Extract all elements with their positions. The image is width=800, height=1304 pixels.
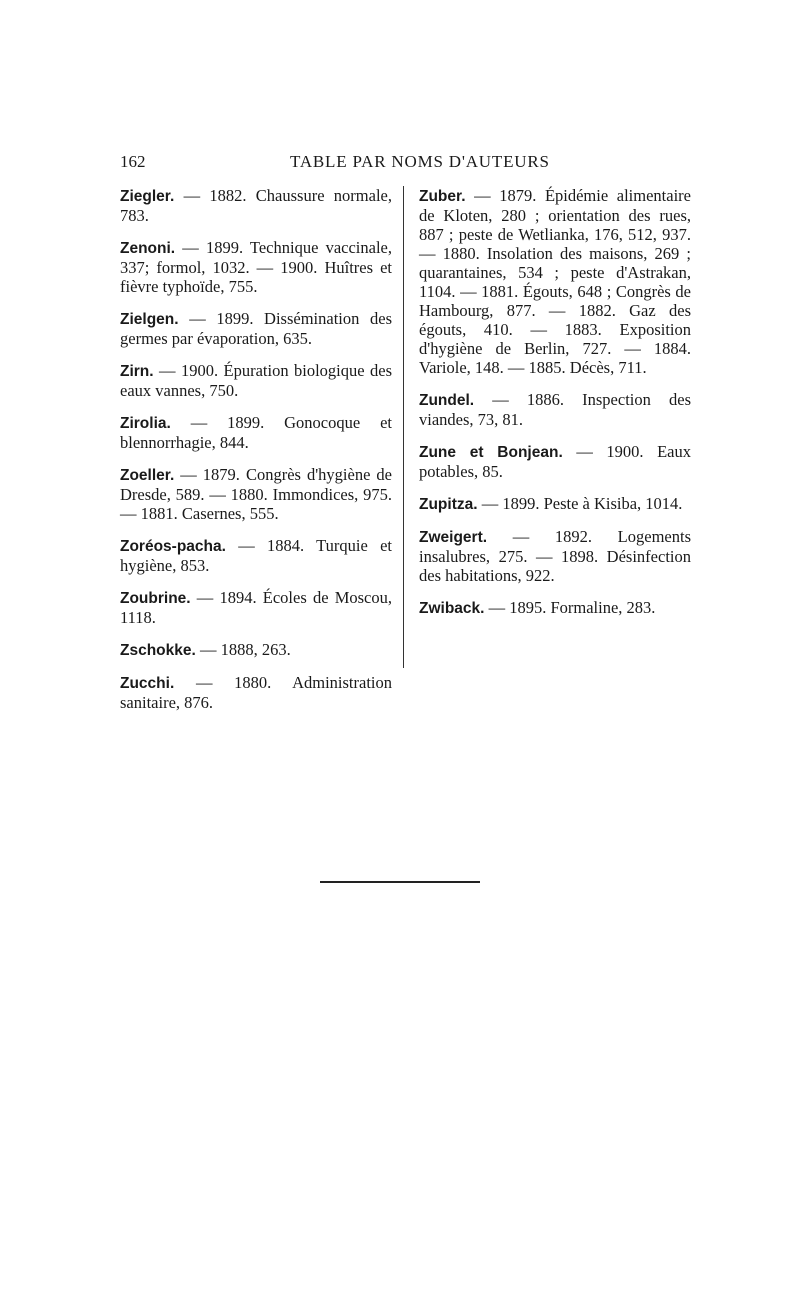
author-name: Zwiback. — [419, 600, 485, 617]
author-name: Zirn. — [120, 363, 154, 380]
author-name: Zoeller. — [120, 467, 175, 484]
index-entry — [419, 390, 691, 429]
index-entry — [120, 186, 392, 225]
entry-text: — 1899. Technique vaccinale, 337; formol, 1032. — 1900. Huîtres et fièvre typhoïde, 755. — [120, 238, 392, 296]
index-entry — [120, 465, 392, 523]
author-name: Zenoni. — [120, 240, 176, 257]
index-entry — [419, 494, 691, 514]
index-entry — [419, 442, 691, 481]
entry-text: — 1894. Écoles de Moscou, 1118. — [120, 588, 392, 627]
index-entry — [419, 527, 691, 585]
entry-text: — 1888, 263. — [195, 640, 291, 659]
author-name: Zucchi. — [120, 675, 175, 692]
entry-text: — 1899. Dissémination des germes par évaporation, 635. — [120, 309, 392, 348]
author-name: Zupitza. — [419, 496, 478, 513]
entry-text: — 1900. Eaux potables, 85. — [419, 442, 691, 481]
running-title: TABLE PAR NOMS D'AUTEURS — [290, 152, 550, 171]
entry-text: — 1892. Logements insalubres, 275. — 1898. Désinfection des habitations, 922. — [419, 527, 691, 585]
entry-text: — 1884. Turquie et hygiène, 853. — [120, 536, 392, 575]
index-entry — [120, 536, 392, 575]
author-name: Ziegler. — [120, 188, 175, 205]
index-entry — [419, 598, 691, 618]
index-entry — [120, 361, 392, 400]
index-entry — [120, 238, 392, 296]
author-name: Zuber. — [419, 188, 466, 205]
author-name: Zielgen. — [120, 311, 179, 328]
index-entry — [120, 673, 392, 712]
author-name: Zoubrine. — [120, 590, 191, 607]
author-name: Zune et Bonjean. — [419, 444, 563, 461]
author-name: Zirolia. — [120, 415, 171, 432]
end-rule — [320, 881, 480, 883]
page-number: 162 — [120, 152, 146, 171]
author-name: Zundel. — [419, 392, 475, 409]
entry-text: — 1886. Inspection des viandes, 73, 81. — [419, 390, 691, 429]
left-column — [120, 186, 392, 725]
index-entry — [120, 309, 392, 348]
author-name: Zoréos-pacha. — [120, 538, 226, 555]
author-name: Zweigert. — [419, 529, 488, 546]
entry-text: — 1899. Peste à Kisiba, 1014. — [477, 494, 683, 513]
entry-text: — 1879. Épidémie alimentaire de Kloten, 280 ; orientation des rues, 887 ; peste de Wetlianka, 176, 512, 937. — 1880. Insolation des maisons, 269 ; quarantaines, 534 ; peste d'Astrakan, 1104. — 1881. Égouts, 648 ; Congrès de Hambourg, 877. — 1882. Gaz des égouts, 410. — 1883. Exposition d'hygiène de Berlin, 727. — 1884. Variole, 148. — 1885. Décès, 711. — [419, 186, 691, 377]
index-entry — [120, 588, 392, 627]
right-column — [419, 186, 691, 631]
entry-text: — 1895. Formaline, 283. — [484, 598, 656, 617]
entry-text: — 1880. Administration sanitaire, 876. — [120, 673, 392, 712]
entry-text: — 1900. Épuration biologique des eaux vannes, 750. — [120, 361, 392, 400]
entry-text: — 1879. Congrès d'hygiène de Dresde, 589. — 1880. Immondices, 975. — 1881. Casernes, 555. — [120, 465, 392, 523]
index-entry — [120, 640, 392, 660]
index-entry — [120, 413, 392, 452]
entry-text: — 1899. Gonocoque et blennorrhagie, 844. — [120, 413, 392, 452]
column-divider — [403, 186, 404, 668]
author-name: Zschokke. — [120, 642, 196, 659]
entry-text: — 1882. Chaussure normale, 783. — [120, 186, 392, 225]
index-entry — [419, 186, 691, 377]
